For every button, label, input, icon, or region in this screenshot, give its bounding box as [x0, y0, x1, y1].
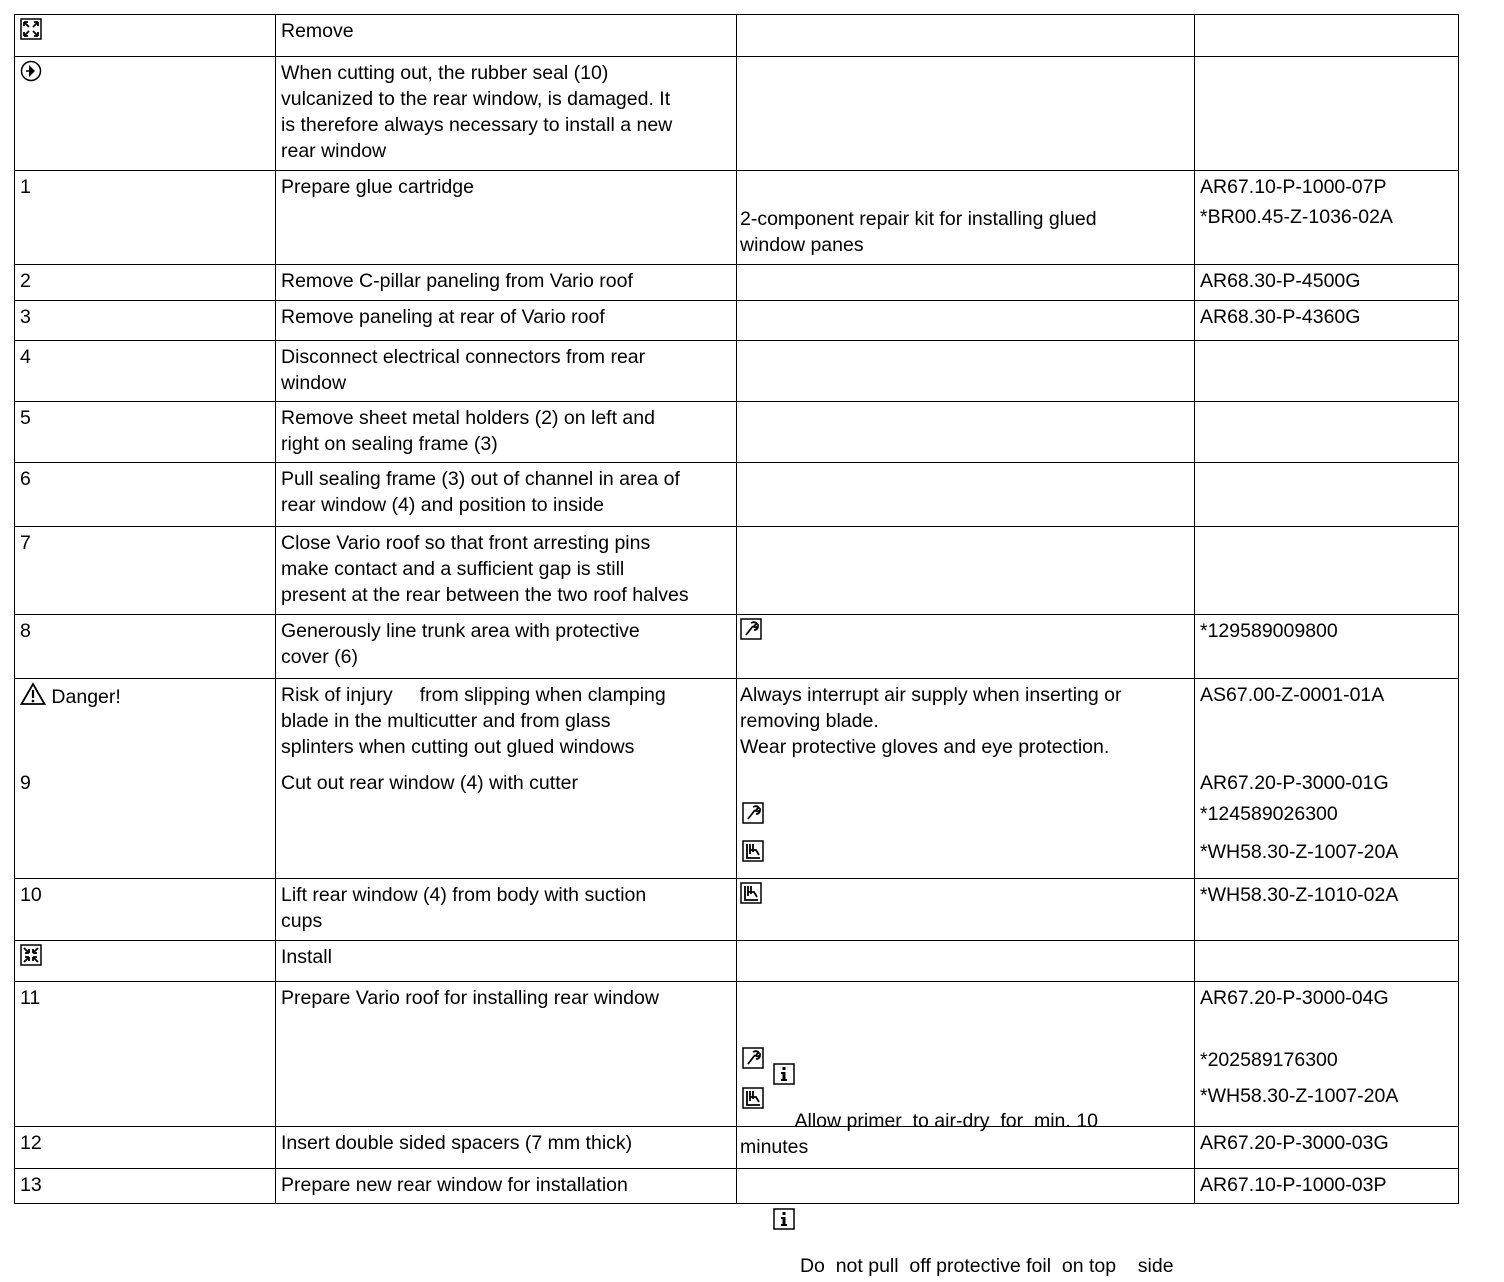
step-text: Insert double sided spacers (7 mm thick) [281, 1132, 633, 1154]
step-text: present at the rear between the two roof halves [281, 584, 689, 606]
reference-link[interactable]: AR68.30-P-4500G [1200, 270, 1361, 292]
step-text: right on sealing frame (3) [281, 433, 498, 455]
step-cell [276, 15, 737, 56]
caution-note-icon [20, 60, 42, 82]
reference-link[interactable]: *BR00.45-Z-1036-02A [1200, 206, 1393, 228]
table-row [14, 56, 1459, 170]
table-row [14, 170, 1459, 264]
table-row [14, 878, 1459, 940]
section-title-install: Install [281, 946, 332, 968]
step-text: window [281, 372, 347, 394]
note-line: 2-component repair kit for installing glued [740, 208, 1097, 230]
step-text: Prepare glue cartridge [281, 176, 474, 198]
note-line: Do not pull off protective foil on top side [799, 1255, 1174, 1277]
reference-link[interactable]: *202589176300 [1200, 1049, 1338, 1071]
note-line: When cutting out, the rubber seal (10) [281, 62, 609, 84]
table-row [14, 614, 1459, 678]
install-arrows-icon [20, 944, 42, 966]
reference-link[interactable]: AR67.20-P-3000-03G [1200, 1132, 1389, 1154]
reference-link[interactable]: AR67.10-P-1000-03P [1200, 1174, 1387, 1196]
reference-link[interactable]: AR67.20-P-3000-04G [1200, 987, 1389, 1009]
reference-link[interactable]: *WH58.30-Z-1010-02A [1200, 884, 1399, 906]
reference-link[interactable]: *129589009800 [1200, 620, 1338, 642]
remove-arrows-icon [20, 18, 42, 40]
risk-text: Risk of injury from slipping when clamping [281, 684, 666, 706]
step-text: Prepare new rear window for installation [281, 1174, 628, 1196]
info-icon [773, 1011, 795, 1033]
step-number: 1 [20, 176, 31, 198]
table-row [14, 462, 1459, 526]
section-title-remove: Remove [281, 20, 354, 42]
step-number: 7 [20, 532, 31, 554]
step-text: Remove C-pillar paneling from Vario roof [281, 270, 633, 292]
note-line: is therefore always necessary to install a new [281, 114, 673, 136]
table-row [14, 340, 1459, 401]
note-line: vulcanized to the rear window, is damaged. It [281, 88, 671, 110]
table-row [14, 940, 1459, 981]
step-text: Pull sealing frame (3) out of channel in area of [281, 468, 680, 490]
reference-link[interactable]: AR67.20-P-3000-01G [1200, 772, 1389, 794]
step-text: make contact and a sufficient gap is still [281, 558, 625, 580]
step-text: Generously line trunk area with protective [281, 620, 640, 642]
shop-equipment-icon [742, 1087, 764, 1109]
reference-link[interactable]: *124589026300 [1200, 803, 1338, 825]
note-line: window panes [740, 234, 864, 256]
shop-equipment-icon [740, 882, 762, 904]
reference-link[interactable]: AR68.30-P-4360G [1200, 306, 1361, 328]
step-number: 11 [20, 987, 41, 1009]
step-text: rear window (4) and position to inside [281, 494, 605, 516]
step-number: 3 [20, 306, 31, 328]
risk-text: blade in the multicutter and from glass [281, 710, 611, 732]
note-line: Wear protective gloves and eye protection. [740, 736, 1110, 758]
step-number: 8 [20, 620, 31, 642]
step-number: 12 [20, 1132, 42, 1154]
step-number: 9 [20, 772, 31, 794]
step-number: 13 [20, 1174, 42, 1196]
table-row [14, 264, 1459, 300]
special-tool-icon [742, 802, 764, 824]
step-text: Prepare Vario roof for installing rear window [281, 987, 659, 1009]
risk-text: splinters when cutting out glued windows [281, 736, 635, 758]
warning-triangle-icon [20, 682, 46, 706]
note-line: minutes [740, 1136, 809, 1158]
icon-cell [15, 15, 276, 56]
step-text: Close Vario roof so that front arresting pins [281, 532, 651, 554]
step-number: 4 [20, 346, 31, 368]
step-text: Cut out rear window (4) with cutter [281, 772, 578, 794]
reference-link[interactable]: *WH58.30-Z-1007-20A [1200, 1085, 1399, 1107]
step-number: 6 [20, 468, 31, 490]
danger-label: Danger! [51, 686, 121, 708]
step-text: Disconnect electrical connectors from rear [281, 346, 646, 368]
step-number: 2 [20, 270, 31, 292]
step-text: cups [281, 910, 323, 932]
shop-equipment-icon [742, 840, 764, 862]
step-number: 5 [20, 407, 31, 429]
special-tool-icon [740, 618, 762, 640]
reference-link[interactable]: AS67.00-Z-0001-01A [1200, 684, 1385, 706]
reference-link[interactable]: AR67.10-P-1000-07P [1200, 176, 1387, 198]
table-row [14, 401, 1459, 462]
special-tool-icon [742, 1047, 764, 1069]
note-line: Always interrupt air supply when inserting or [740, 684, 1122, 706]
step-text: Remove sheet metal holders (2) on left and [281, 407, 655, 429]
step-number: 10 [20, 884, 42, 906]
table-row [14, 1168, 1459, 1204]
note-line: removing blade. [740, 710, 879, 732]
step-text: Lift rear window (4) from body with suction [281, 884, 647, 906]
table-row [14, 526, 1459, 614]
reference-link[interactable]: *WH58.30-Z-1007-20A [1200, 841, 1399, 863]
note-line: rear window [281, 140, 387, 162]
step-text: cover (6) [281, 646, 358, 668]
note-line: Allow primer to air-dry for min. 10 [794, 1110, 1098, 1132]
step-text: Remove paneling at rear of Vario roof [281, 306, 605, 328]
table-row [14, 678, 1459, 878]
table-row [14, 14, 1459, 56]
table-row [14, 300, 1459, 340]
